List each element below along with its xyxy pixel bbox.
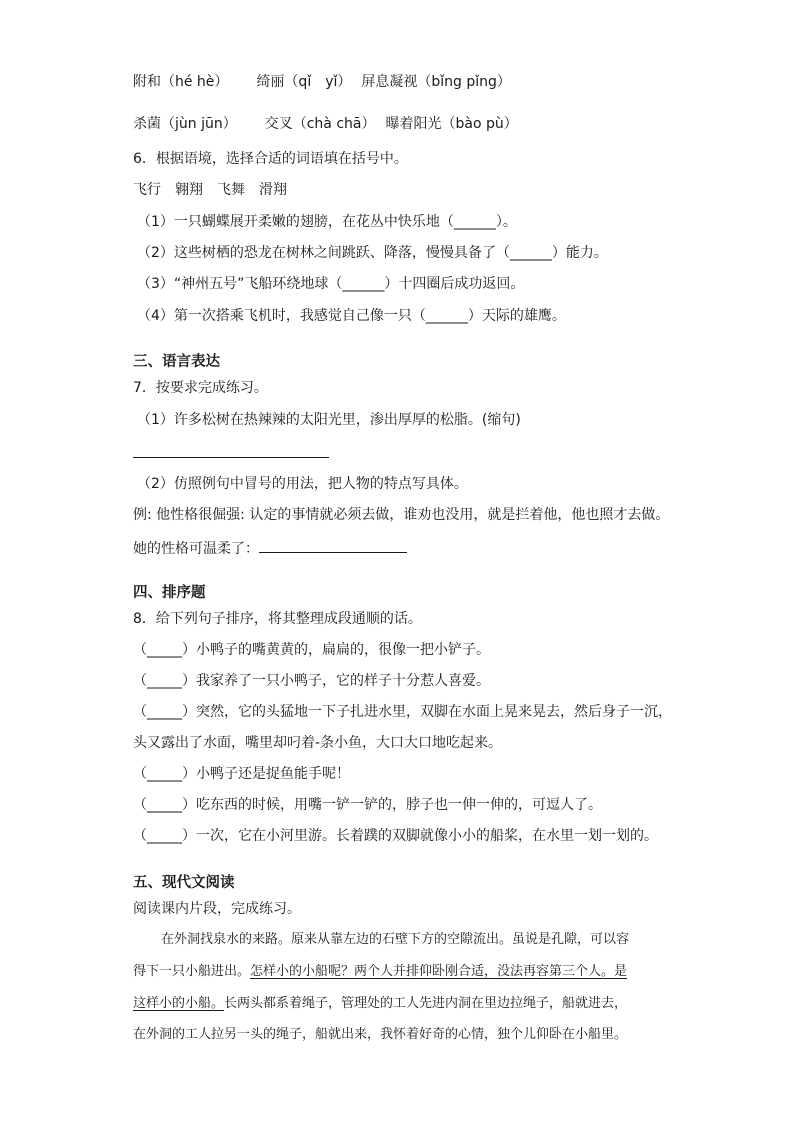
order-item: （_____）我家养了一只小鸭子，它的样子十分惹人喜爱。 [133,673,490,689]
pinyin-item: 屏息凝视（bǐng pǐng） [361,74,511,90]
pinyin-row-2 [133,114,518,134]
order-blank[interactable]: （_____） [133,642,196,658]
order-item: （_____）一次，它在小河里游。长着蹼的双脚就像小小的船桨，在水里一划一划的。 [133,828,658,844]
section-5-title: 五、现代文阅读 [133,875,235,891]
pinyin-item: 交叉（chà chā） [264,116,376,132]
q7-example: 例: 他性格很倔强: 认定的事情就必须去做，谁劝也没用，就是拦着他，他也照才去做。 [133,507,670,523]
order-blank[interactable]: （_____） [133,766,196,782]
order-blank[interactable]: （_____） [133,704,196,720]
q8-title: 8．给下列句子排序，将其整理成段通顺的话。 [133,611,422,627]
order-blank[interactable]: （_____） [133,828,196,844]
q6-title: 6．根据语境，选择合适的词语填在括号中。 [133,151,408,167]
q6-item-1: （1）一只蝴蝶展开柔嫩的翅膀，在花丛中快乐地（______）。 [137,214,517,230]
pinyin-item: 曝着阳光（bào pù） [385,116,518,132]
underlined-text: 这样小的小船。 [133,996,225,1011]
order-item: （_____）小鸭子还是捉鱼能手呢！ [133,766,350,782]
pinyin-item: 绮丽（qǐ yǐ） [256,74,352,90]
pinyin-item: 杀菌（jùn jūn） [133,116,237,132]
passage-line: 在外洞找泉水的来路。原来从靠左边的石壁下方的空隙流出。虽说是孔隙，可以容 [161,932,630,947]
q6-item-4: （4）第一次搭乘飞机时，我感觉自己像一只（______）天际的雄鹰。 [137,308,566,324]
q7-title: 7．按要求完成练习。 [133,380,268,396]
section-4-title: 四、排序题 [133,585,206,601]
reading-instruction: 阅读课内片段，完成练习。 [133,901,301,917]
order-item: （_____）小鸭子的嘴黄黄的，扁扁的，很像一把小铲子。 [133,642,490,658]
answer-blank[interactable]: ______ [509,245,552,261]
pinyin-row-1 [133,72,511,92]
passage-line: 这样小的小船。长两头都系着绳子，管理处的工人先进内洞在里边拉绳子，船就进去， [133,996,628,1011]
answer-blank[interactable]: ______ [342,276,385,292]
q6-item-3: （3）“神州五号”飞船环绕地球（______）十四圈后成功返回。 [137,276,525,292]
answer-blank[interactable]: ______ [425,308,468,324]
q7-item-2: （2）仿照例句中冒号的用法，把人物的特点写具体。 [137,476,468,492]
order-item: （_____）突然，它的头猛地一下子扎进水里，双脚在水面上晃来晃去，然后身子一沉， [133,704,672,720]
q7-item-1: （1）许多松树在热辣辣的太阳光里，渗出厚厚的松脂。(缩句) [137,412,521,428]
pinyin-item: 附和（hé hè） [133,74,229,90]
order-blank[interactable]: （_____） [133,673,196,689]
answer-line[interactable] [259,536,407,553]
q6-word-bank: 飞行 翱翔 飞舞 滑翔 [133,182,287,198]
q7-prompt: 她的性格可温柔了： [133,536,407,559]
section-3-title: 三、语言表达 [133,354,220,370]
order-item-continuation: 头又露出了水面，嘴里却叼着-条小鱼，大口大口地吃起来。 [133,735,503,751]
answer-line[interactable] [133,457,329,458]
answer-blank[interactable]: ______ [453,214,496,230]
underlined-text: 怎样小的小船呢？两个人并排仰卧刚合适，没法再容第三个人。是 [250,964,628,979]
order-blank[interactable]: （_____） [133,797,196,813]
order-item: （_____）吃东西的时候，用嘴一铲一铲的，脖子也一伸一伸的，可逗人了。 [133,797,602,813]
passage-line: 得下一只小船进出。怎样小的小船呢？两个人并排仰卧刚合适，没法再容第三个人。是 [133,964,628,979]
q6-item-2: （2）这些树栖的恐龙在树林之间跳跃、降落，慢慢具备了（______）能力。 [137,245,608,261]
passage-line: 在外洞的工人拉另一头的绳子，船就出来，我怀着好奇的心情，独个儿仰卧在小船里。 [133,1027,628,1042]
